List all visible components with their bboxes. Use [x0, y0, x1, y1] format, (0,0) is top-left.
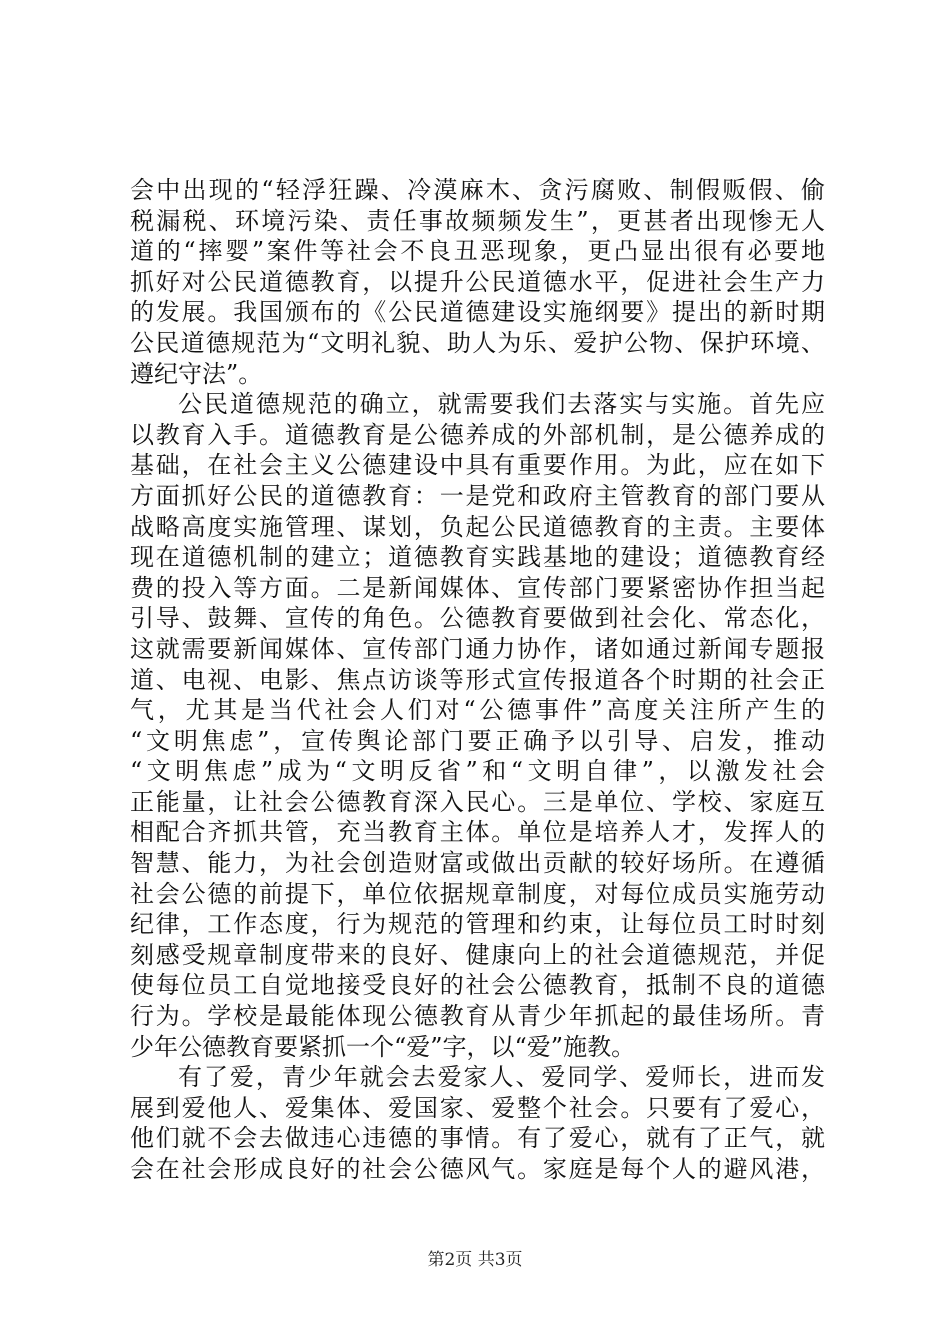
page-number-footer: 第2页 共3页 [427, 1250, 523, 1270]
text-line: 引导、鼓舞、宣传的角色。公德教育要做到社会化、常态化， [130, 604, 825, 633]
document-body [130, 175, 825, 1185]
text-line: 基础，在社会主义公德建设中具有重要作用。为此，应在如下 [130, 451, 825, 480]
text-line: 费的投入等方面。二是新闻媒体、宣传部门要紧密协作担当起 [130, 573, 825, 602]
text-line: 行为。学校是最能体现公德教育从青少年抓起的最佳场所。青 [130, 1002, 825, 1031]
text-line: 道的“摔婴”案件等社会不良丑恶现象，更凸显出很有必要地 [130, 237, 825, 266]
text-line: 以教育入手。道德教育是公德养成的外部机制，是公德养成的 [130, 420, 825, 449]
text-line: 会在社会形成良好的社会公德风气。家庭是每个人的避风港， [130, 1155, 825, 1183]
text-line: 公民道德规范为“文明礼貌、助人为乐、爱护公物、保护环境、 [130, 328, 825, 357]
paragraph-first-line: 公民道德规范的确立，就需要我们去落实与实施。首先应 [178, 390, 825, 419]
text-line: 税漏税、环境污染、责任事故频频发生”，更甚者出现惨无人 [130, 206, 825, 235]
text-line: 现在道德机制的建立；道德教育实践基地的建设；道德教育经 [130, 543, 825, 572]
text-line: 道、电视、电影、焦点访谈等形式宣传报道各个时期的社会正 [130, 665, 825, 694]
text-line: 这就需要新闻媒体、宣传部门通力协作，诸如通过新闻专题报 [130, 634, 825, 663]
text-line: 抓好对公民道德教育，以提升公民道德水平，促进社会生产力 [130, 267, 825, 296]
text-line: 正能量，让社会公德教育深入民心。三是单位、学校、家庭互 [130, 787, 825, 816]
text-line: 少年公德教育要紧抓一个“爱”字，以“爱”施教。 [130, 1032, 636, 1061]
text-line: “文明焦虑”，宣传舆论部门要正确予以引导、启发，推动 [130, 726, 825, 755]
text-line: 展到爱他人、爱集体、爱国家、爱整个社会。只要有了爱心， [130, 1093, 825, 1122]
text-line: 会中出现的“轻浮狂躁、冷漠麻木、贪污腐败、制假贩假、偷 [130, 176, 825, 204]
text-line: 智慧、能力，为社会创造财富或做出贡献的较好场所。在遵循 [130, 849, 825, 878]
text-line: 他们就不会去做违心违德的事情。有了爱心，就有了正气，就 [130, 1124, 825, 1153]
text-line: 遵纪守法”。 [130, 359, 263, 388]
text-line: 气，尤其是当代社会人们对“公德事件”高度关注所产生的 [130, 696, 825, 725]
paragraph-first-line: 有了爱，青少年就会去爱家人、爱同学、爱师长，进而发 [178, 1063, 825, 1092]
text-line: 社会公德的前提下，单位依据规章制度，对每位成员实施劳动 [130, 879, 825, 908]
text-line: “文明焦虑”成为“文明反省”和“文明自律”，以激发社会 [130, 757, 825, 786]
text-line: 刻感受规章制度带来的良好、健康向上的社会道德规范，并促 [130, 940, 825, 969]
text-line: 方面抓好公民的道德教育：一是党和政府主管教育的部门要从 [130, 481, 825, 510]
text-line: 使每位员工自觉地接受良好的社会公德教育，抵制不良的道德 [130, 971, 825, 1000]
text-line: 相配合齐抓共管，充当教育主体。单位是培养人才，发挥人的 [130, 818, 825, 847]
text-line: 战略高度实施管理、谋划，负起公民道德教育的主责。主要体 [130, 512, 825, 541]
text-line: 的发展。我国颁布的《公民道德建设实施纲要》提出的新时期 [130, 298, 825, 327]
text-line: 纪律，工作态度，行为规范的管理和约束，让每位员工时时刻 [130, 910, 825, 939]
